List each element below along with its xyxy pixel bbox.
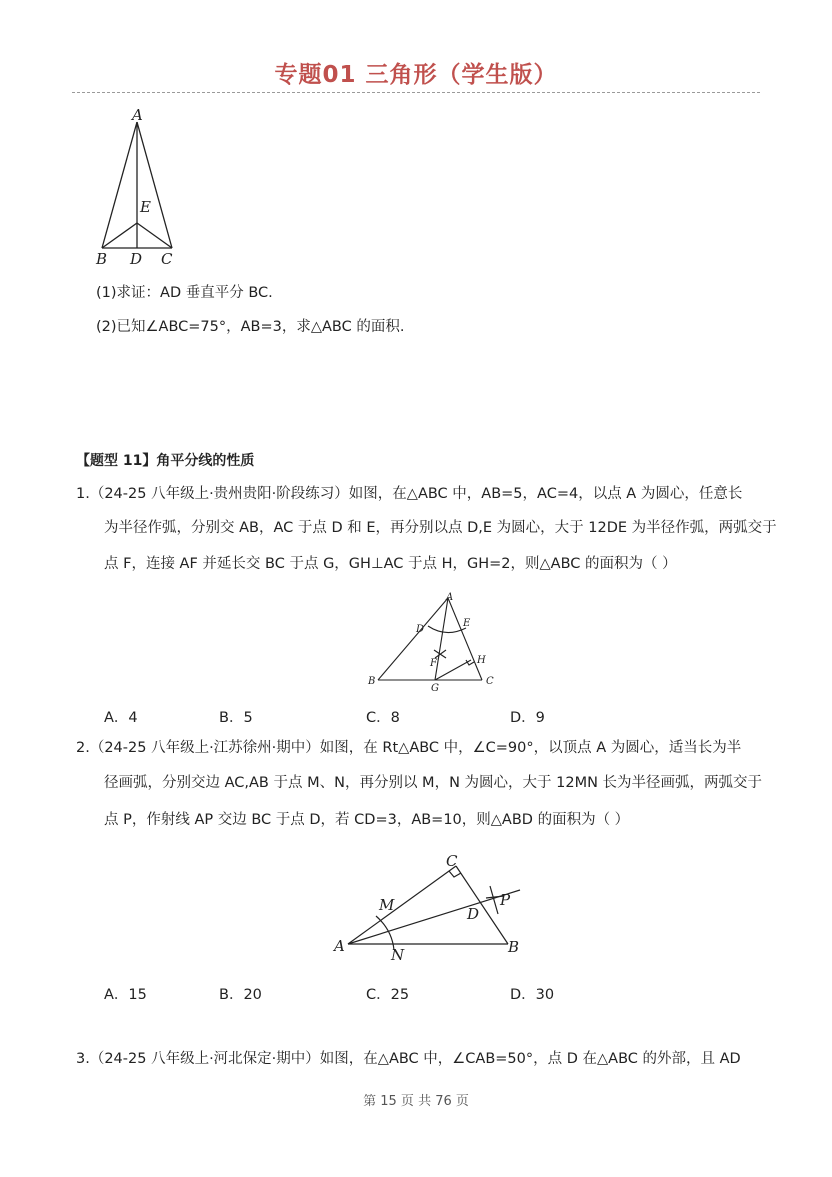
- label-c: C: [161, 250, 173, 268]
- segment-ac: [137, 122, 172, 248]
- label-h: H: [477, 655, 486, 666]
- label-e: E: [140, 198, 151, 216]
- page-title: 专题01 三角形（学生版）: [274, 62, 558, 88]
- figure-isosceles-triangle: [90, 104, 190, 270]
- label-c: C: [486, 676, 494, 687]
- q2-option-b: B．20: [219, 987, 262, 1003]
- segment-ac: [348, 866, 456, 944]
- segment-gh: [435, 660, 471, 680]
- label-a: A: [446, 592, 454, 603]
- q1-line-3: 点 F，连接 AF 并延长交 BC 于点 G，GH⊥AC 于点 H，GH=2，则△ABC 的面积为（ ）: [104, 556, 677, 572]
- arc-mark-p-1: [490, 886, 498, 914]
- q2-line-3: 点 P，作射线 AP 交边 BC 于点 D，若 CD=3，AB=10，则△ABD 的面积为（ ）: [104, 812, 630, 828]
- label-p: P: [500, 891, 511, 909]
- page-number-footer: 第 15 页 共 76 页: [363, 1094, 469, 1109]
- label-b: B: [96, 250, 108, 268]
- label-d: D: [416, 624, 425, 635]
- q2-option-d: D．30: [510, 987, 555, 1003]
- q1-line-1: 1.（24-25 八年级上·贵州贵阳·阶段练习）如图，在△ABC 中，AB=5，AC=4，以点 A 为圆心，任意长: [76, 486, 743, 502]
- label-f: F: [430, 658, 437, 669]
- label-a: A: [334, 937, 345, 955]
- label-b: B: [508, 938, 520, 956]
- label-n: N: [391, 946, 405, 964]
- segment-ac: [448, 598, 482, 680]
- q3-line-1: 3.（24-25 八年级上·河北保定·期中）如图，在△ABC 中，∠CAB=50°，点 D 在△ABC 的外部，且 AD: [76, 1051, 741, 1067]
- label-b: B: [368, 676, 376, 687]
- q1-option-a: A．4: [104, 710, 138, 726]
- segment-ab: [102, 122, 137, 248]
- label-c: C: [446, 852, 458, 870]
- q1-line-2: 为半径作弧，分别交 AB，AC 于点 D 和 E，再分别以点 D,E 为圆心，大于 12DE 为半径作弧，两弧交于: [104, 520, 777, 536]
- label-m: M: [379, 896, 395, 914]
- figure-q2-right-triangle: [328, 846, 528, 964]
- q2-option-a: A．15: [104, 987, 147, 1003]
- header-divider: [72, 92, 760, 93]
- q1-option-d: D．9: [510, 710, 545, 726]
- right-angle-mark-c: [449, 871, 461, 877]
- label-e: E: [463, 618, 471, 629]
- prev-part2: (2)已知∠ABC=75°，AB=3，求△ABC 的面积.: [96, 319, 405, 335]
- q1-option-b: B．5: [219, 710, 253, 726]
- prev-part1: (1)求证：AD 垂直平分 BC.: [96, 285, 273, 301]
- q2-line-1: 2.（24-25 八年级上·江苏徐州·期中）如图，在 Rt△ABC 中，∠C=90°，以顶点 A 为圆心，适当长为半: [76, 740, 742, 756]
- label-d: D: [467, 905, 480, 923]
- label-g: G: [431, 683, 439, 694]
- figure-q1-triangle: [360, 588, 510, 694]
- ray-ap: [348, 890, 520, 944]
- label-a: A: [132, 106, 143, 124]
- label-d: D: [130, 250, 143, 268]
- q2-option-c: C．25: [366, 987, 410, 1003]
- q1-option-c: C．8: [366, 710, 400, 726]
- section-heading: 【题型 11】角平分线的性质: [76, 453, 255, 469]
- q2-line-2: 径画弧，分别交边 AC,AB 于点 M、N，再分别以 M，N 为圆心，大于 12MN 长为半径画弧，两弧交于: [104, 775, 763, 791]
